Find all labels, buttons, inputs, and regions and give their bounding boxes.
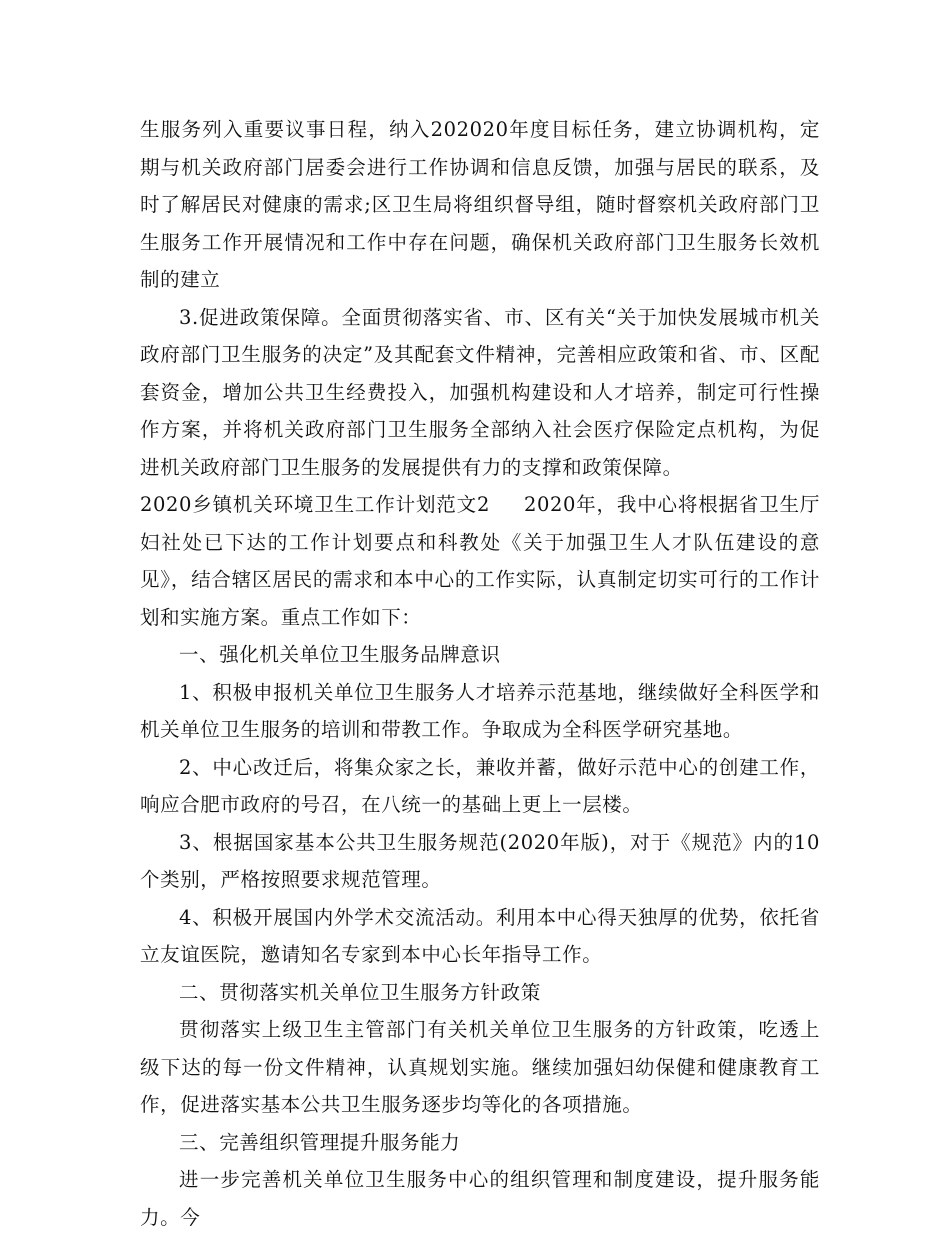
subheading-brand-awareness: 一、强化机关单位卫生服务品牌意识 bbox=[179, 643, 501, 666]
subheading-policy-implementation: 二、贯彻落实机关单位卫生服务方针政策 bbox=[179, 980, 541, 1004]
paragraph-plan-2-text: 2020年，我中心将根据省卫生厅妇社处已下达的工作计划要点和科教处《关于加强卫生人才队伍建设的意见》，结合辖区居民的需求和本中心的工作实际，认真制定切实可行的工作计划和实施方案。重点工作如下： bbox=[140, 493, 820, 629]
list-item-2: 2、中心改迁后，将集众家之长，兼收并蓄，做好示范中心的创建工作，响应合肥市政府的号召，在八统一的基础上更上一层楼。 bbox=[140, 755, 820, 816]
paragraph-continued: 生服务列入重要议事日程，纳入202020年度目标任务，建立协调机构，定期与机关政府部门居委会进行工作协调和信息反馈，加强与居民的联系，及时了解居民对健康的需求;区卫生局将组织督导组，随时督察机关政府部门卫生服务工作开展情况和工作中存在问题，确保机关政府部门卫生服务长效机制的建立 bbox=[140, 118, 820, 291]
paragraph-plan-2 bbox=[140, 486, 820, 636]
document-body bbox=[140, 111, 820, 1236]
list-item-4: 4、积极开展国内外学术交流活动。利用本中心得天独厚的优势，依托省立友谊医院，邀请知名专家到本中心长年指导工作。 bbox=[140, 905, 820, 966]
paragraph-policy-implementation: 贯彻落实上级卫生主管部门有关机关单位卫生服务的方针政策，吃透上级下达的每一份文件精神，认真规划实施。继续加强妇幼保健和健康教育工作，促进落实基本公共卫生服务逐步均等化的各项措施。 bbox=[140, 1018, 820, 1116]
list-item-1: 1、积极申报机关单位卫生服务人才培养示范基地，继续做好全科医学和机关单位卫生服务的培训和带教工作。争取成为全科医学研究基地。 bbox=[140, 680, 820, 741]
paragraph-policy-guarantee: 3.促进政策保障。全面贯彻落实省、市、区有关“关于加快发展城市机关政府部门卫生服务的决定”及其配套文件精神，完善相应政策和省、市、区配套资金，增加公共卫生经费投入，加强机构建设和人才培养，制定可行性操作方案，并将机关政府部门卫生服务全部纳入社会医疗保险定点机构，为促进机关政府部门卫生服务的发展提供有力的支撑和政策保障。 bbox=[140, 305, 820, 479]
section-heading: 2020乡镇机关环境卫生工作计划范文2 bbox=[140, 493, 490, 516]
paragraph-organization-management: 进一步完善机关单位卫生服务中心的组织管理和制度建设，提升服务能力。今 bbox=[140, 1168, 820, 1229]
subheading-organization-management: 三、完善组织管理提升服务能力 bbox=[179, 1130, 461, 1154]
list-item-3: 3、根据国家基本公共卫生服务规范(2020年版)，对于《规范》内的10个类别，严格按照要求规范管理。 bbox=[140, 830, 820, 891]
